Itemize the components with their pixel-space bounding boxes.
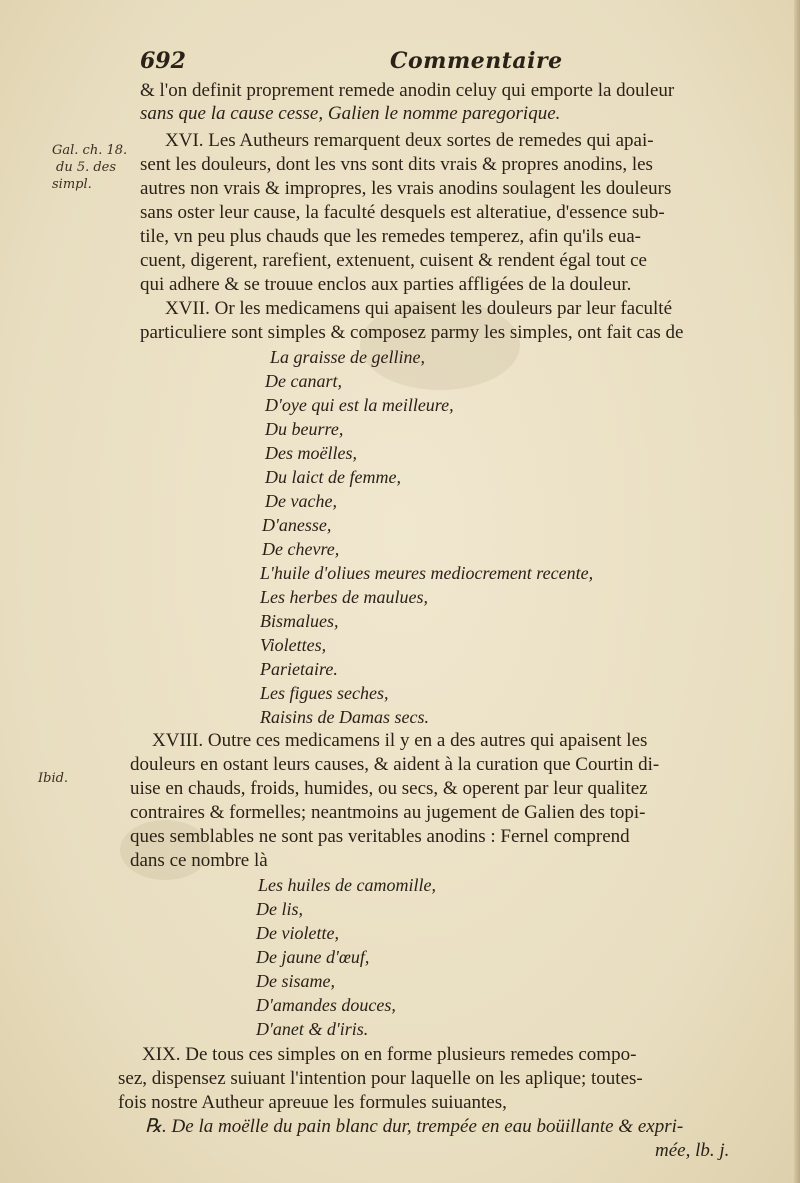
text-line: ques semblables ne sont pas veritables anodins : Fernel comprend (130, 826, 630, 847)
text-line: qui adhere & se trouue enclos aux parties affligées de la douleur. (140, 274, 632, 295)
list-item: L'huile d'oliues meures mediocrement recente, (260, 563, 594, 583)
text-line: sent les douleurs, dont les vns sont dits vrais & propres anodins, les (140, 154, 653, 175)
list-item: D'oye qui est la meilleure, (265, 395, 454, 415)
text-line: tile, vn peu plus chauds que les remedes temperez, afin qu'ils eua- (140, 226, 641, 247)
text-line: fois nostre Autheur apreuue les formules suiuantes, (118, 1092, 507, 1113)
list-item: Des moëlles, (265, 443, 357, 463)
margin-note-line: simpl. (52, 177, 92, 192)
text-line: sez, dispensez suiuant l'intention pour laquelle on les aplique; toutes- (118, 1068, 643, 1089)
list-item: De canart, (265, 371, 342, 391)
list-item: Les herbes de maulues, (260, 587, 428, 607)
recipe-line: ℞. De la moëlle du pain blanc dur, trempée en eau boüillante & expri- (145, 1116, 684, 1137)
section-heading-xviii: XVIII. Outre ces medicamens il y en a des autres qui apaisent les (152, 730, 648, 751)
running-title: Commentaire (390, 48, 563, 74)
text-line: particuliere sont simples & composez parmy les simples, ont fait cas de (140, 322, 684, 343)
list-item: Parietaire. (260, 659, 338, 679)
list-item: La graisse de gelline, (270, 347, 425, 367)
list-item: D'amandes douces, (256, 995, 396, 1015)
page-number: 692 (140, 48, 186, 74)
margin-note-ibid (38, 770, 68, 787)
text-line: autres non vrais & impropres, les vrais anodins soulagent les douleurs (140, 178, 672, 199)
text-line: sans que la cause cesse, Galien le nomme paregorique. (140, 103, 561, 124)
text-line: contraires & formelles; neantmoins au jugement de Galien des topi- (130, 802, 646, 823)
list-item: De sisame, (256, 971, 335, 991)
page-edge (794, 0, 800, 1183)
margin-note-line: Ibid. (38, 771, 69, 786)
list-item: De vache, (265, 491, 337, 511)
text-line: douleurs en ostant leurs causes, & aident à la curation que Courtin di- (130, 754, 660, 775)
section-heading-xix: XIX. De tous ces simples on en forme plusieurs remedes compo- (142, 1044, 637, 1065)
margin-note-line: du 5. des (56, 160, 117, 175)
text-line: uise en chauds, froids, humides, ou secs, & operent par leur qualitez (130, 778, 648, 799)
page-header (140, 48, 780, 78)
section-heading-xvi: XVI. Les Autheurs remarquent deux sortes de remedes qui apai- (165, 130, 654, 151)
text-line: cuent, digerent, rarefient, extenuent, cuisent & rendent égal tout ce (140, 250, 647, 271)
list-item: D'anet & d'iris. (256, 1019, 369, 1039)
list-item: D'anesse, (262, 515, 332, 535)
list-item: De jaune d'œuf, (256, 947, 370, 967)
list-item: Raisins de Damas secs. (260, 707, 429, 727)
list-item: Les figues seches, (260, 683, 389, 703)
list-item: Bismalues, (260, 611, 339, 631)
section-heading-xvii: XVII. Or les medicamens qui apaisent les douleurs par leur faculté (165, 298, 673, 319)
margin-note-gal (52, 142, 127, 193)
text-line: sans oster leur cause, la faculté desquels est alteratiue, d'essence sub- (140, 202, 665, 223)
recipe-line: mée, lb. j. (655, 1140, 730, 1161)
margin-note-line: Gal. ch. 18. (52, 143, 128, 158)
list-item: Du beurre, (265, 419, 344, 439)
text-line: & l'on definit proprement remede anodin celuy qui emporte la douleur (140, 80, 675, 101)
list-item: Du laict de femme, (265, 467, 401, 487)
text-line: dans ce nombre là (130, 850, 268, 871)
list-item: Les huiles de camomille, (258, 875, 436, 895)
list-item: De lis, (256, 899, 303, 919)
list-item: De violette, (256, 923, 339, 943)
list-item: De chevre, (262, 539, 340, 559)
list-item: Violettes, (260, 635, 327, 655)
